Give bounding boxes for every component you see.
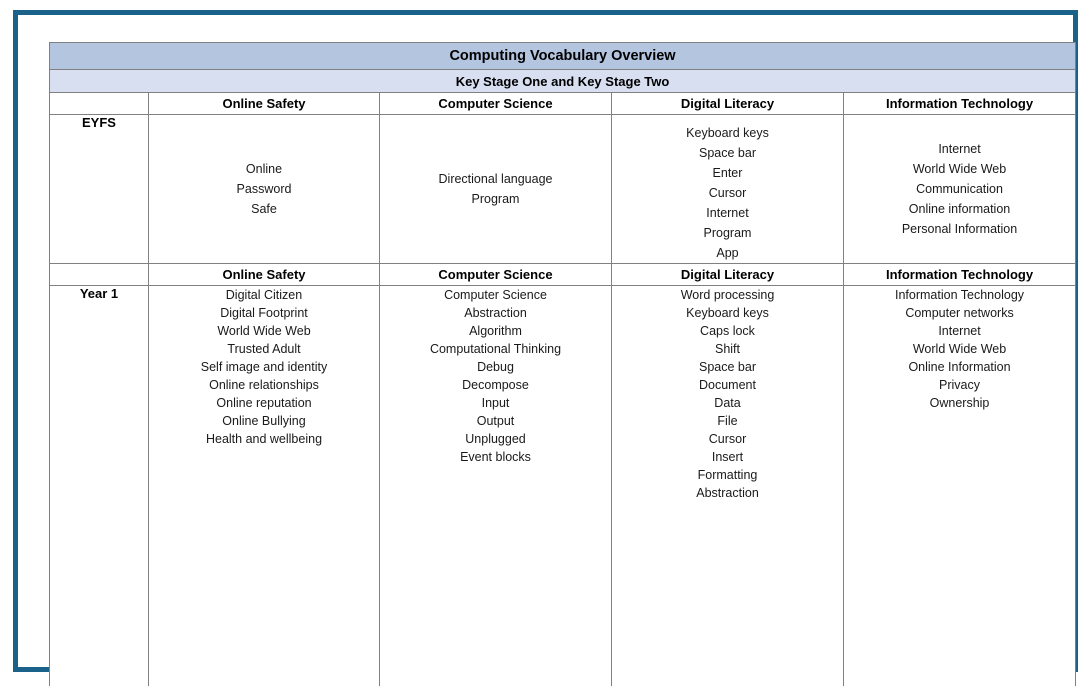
stage-header-blank-year1 [50,264,149,286]
vocabulary-term: World Wide Web [912,342,1007,356]
vocabulary-term: Shift [714,342,740,356]
vocabulary-term: Word processing [680,288,775,302]
vocabulary-term: Computer networks [905,306,1014,320]
term-list-year1-computer-science [380,286,611,466]
vocabulary-term: App [716,246,739,260]
cell-year1-computer-science [380,286,612,686]
term-list-eyfs-digital-literacy [612,123,843,263]
strand-header-computer-science-year1: Computer Science [380,264,612,286]
page-title: Computing Vocabulary Overview [50,43,1076,70]
vocabulary-term: Space bar [699,360,756,374]
vocabulary-term: Cursor [708,186,747,200]
vocabulary-term: Insert [711,450,744,464]
stage-header-blank-eyfs [50,93,149,115]
vocabulary-term: File [717,414,738,428]
vocabulary-term: Computational Thinking [429,342,562,356]
vocabulary-term: Ownership [929,396,990,410]
table-row [50,286,1076,686]
cell-eyfs-online-safety [149,115,380,264]
cell-year1-information-technology [844,286,1076,686]
strand-header-information-technology-year1: Information Technology [844,264,1076,286]
stage-label-eyfs: EYFS [50,115,149,264]
vocabulary-term: Online information [908,202,1011,216]
vocabulary-term: Communication [916,182,1003,196]
strand-header-digital-literacy-year1: Digital Literacy [612,264,844,286]
strand-header-information-technology-eyfs: Information Technology [844,93,1076,115]
vocabulary-term: Password [236,182,292,196]
vocabulary-term: World Wide Web [217,324,311,338]
vocabulary-term: Self image and identity [200,360,328,374]
term-list-year1-information-technology [844,286,1075,412]
vocabulary-term: Output [476,414,515,428]
vocabulary-term: Online reputation [216,396,312,410]
vocabulary-term: Internet [938,142,981,156]
vocabulary-term: Unplugged [465,432,526,446]
vocabulary-term: Directional language [438,172,553,186]
page-subtitle: Key Stage One and Key Stage Two [50,70,1076,93]
vocabulary-term: Safe [251,202,277,216]
term-list-eyfs-computer-science [380,169,611,209]
strand-header-row-year1 [50,264,1076,286]
vocabulary-term: Caps lock [700,324,755,338]
vocabulary-term: Space bar [699,146,756,160]
vocabulary-term: Personal Information [901,222,1018,236]
table-title-row [50,43,1076,70]
vocabulary-term: Information Technology [895,288,1025,302]
vocabulary-term: World Wide Web [912,162,1007,176]
vocabulary-term: Health and wellbeing [205,432,323,446]
strand-header-digital-literacy-eyfs: Digital Literacy [612,93,844,115]
cell-year1-digital-literacy [612,286,844,686]
stage-label-year1: Year 1 [50,286,149,686]
table-subtitle-row [50,70,1076,93]
vocabulary-term: Keyboard keys [686,126,769,140]
term-list-year1-online-safety [149,286,379,448]
vocabulary-term: Enter [712,166,743,180]
vocabulary-term: Online Bullying [222,414,306,428]
vocabulary-term: Trusted Adult [227,342,301,356]
vocabulary-term: Event blocks [460,450,531,464]
strand-header-computer-science-eyfs: Computer Science [380,93,612,115]
cell-eyfs-digital-literacy [612,115,844,264]
cell-year1-online-safety [149,286,380,686]
cell-eyfs-computer-science [380,115,612,264]
vocabulary-term: Internet [938,324,981,338]
vocabulary-term: Abstraction [696,486,759,500]
vocabulary-term: Digital Footprint [220,306,308,320]
vocabulary-term: Data [714,396,741,410]
table-row [50,115,1076,264]
vocabulary-term: Digital Citizen [225,288,303,302]
vocabulary-table-container [49,42,1075,671]
strand-header-online-safety-year1: Online Safety [149,264,380,286]
vocabulary-term: Input [481,396,510,410]
term-list-eyfs-information-technology [844,139,1075,239]
vocabulary-term: Online Information [908,360,1011,374]
term-list-year1-digital-literacy [612,286,843,502]
vocabulary-term: Formatting [697,468,758,482]
vocabulary-term: Program [471,192,520,206]
strand-header-online-safety-eyfs: Online Safety [149,93,380,115]
strand-header-row-eyfs [50,93,1076,115]
vocabulary-term: Program [703,226,752,240]
vocabulary-term: Online relationships [209,378,319,392]
vocabulary-term: Online [245,162,283,176]
vocabulary-term: Internet [706,206,749,220]
vocabulary-term: Keyboard keys [686,306,769,320]
computing-vocabulary-table [49,42,1076,686]
vocabulary-term: Document [699,378,756,392]
vocabulary-term: Computer Science [444,288,547,302]
vocabulary-term: Algorithm [469,324,522,338]
term-list-eyfs-online-safety [149,159,379,219]
vocabulary-term: Privacy [939,378,981,392]
vocabulary-term: Decompose [462,378,529,392]
vocabulary-term: Debug [477,360,514,374]
cell-eyfs-information-technology [844,115,1076,264]
vocabulary-term: Cursor [708,432,747,446]
vocabulary-term: Abstraction [464,306,527,320]
decorative-outer-frame [13,10,1078,672]
